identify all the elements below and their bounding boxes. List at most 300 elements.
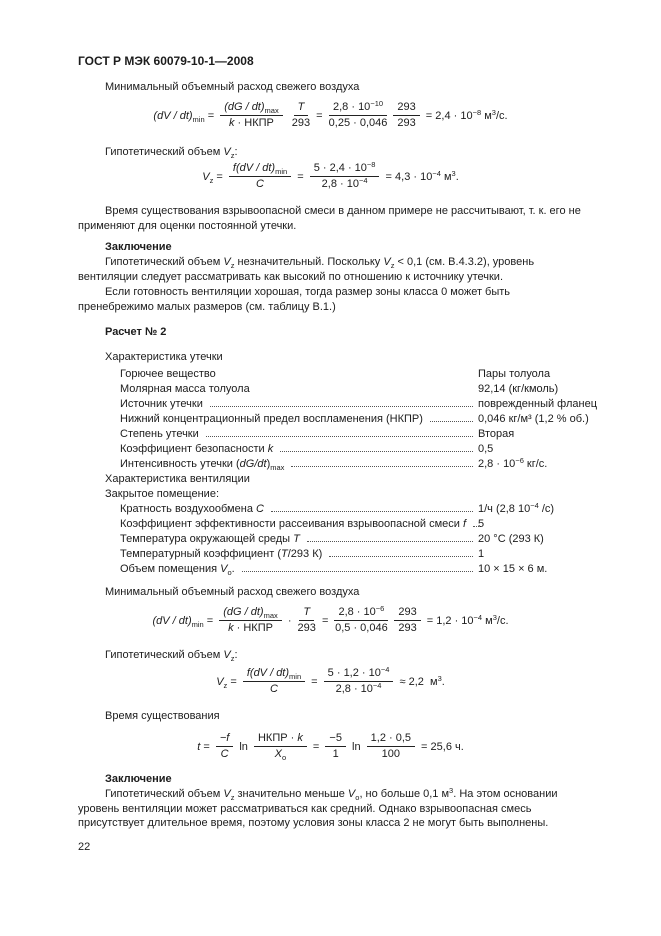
text-segment: Гипотетический объем: [105, 146, 224, 158]
formula-text: [396, 673, 445, 688]
text-segment: 5 · 2,4 · 10: [313, 162, 367, 174]
item-label-area: [120, 517, 478, 532]
dot-leader: [271, 511, 473, 512]
fraction: [334, 606, 388, 635]
text-segment: −8: [472, 107, 482, 117]
text-segment: f: [232, 162, 236, 174]
item-value: [478, 457, 583, 472]
text-segment: =: [204, 109, 218, 122]
text-segment: кг/с.: [523, 458, 548, 470]
list-item: [120, 517, 583, 532]
text-segment: max: [263, 611, 278, 620]
formula-text: [294, 171, 307, 183]
text-segment: . На этом основании уровень вентиляции может рассматриваться как средний. Однако взрывоопасная смесь присутствует длительное время, поэтому условия зоны класса 2 не могут быть выполнены.: [78, 788, 558, 829]
para-conclusion-1b: Если готовность вентиляции хорошая, тогда размер зоны класса 0 может быть пренебрежимо малых размеров (см. таблицу В.1.): [78, 286, 511, 313]
text-segment: 293: [291, 117, 311, 129]
text-segment: 2,8 · 10: [333, 101, 371, 113]
para-conclusion-1a: [78, 255, 583, 285]
list-item: [120, 397, 598, 412]
text-segment: −5: [329, 732, 342, 744]
fraction-denominator: [329, 116, 388, 130]
text-segment: [286, 110, 289, 122]
text-segment: X: [274, 748, 282, 760]
fraction-numerator: [325, 732, 346, 747]
heading-closed-room: Закрытое помещение:: [105, 488, 219, 500]
text-segment: =: [308, 675, 321, 688]
item-label: [120, 442, 273, 457]
list-item: [120, 457, 583, 472]
text-segment: = 4,3 · 10: [382, 170, 433, 183]
text-segment: =: [203, 614, 217, 627]
text-segment: Температура окружающей среды: [120, 533, 294, 545]
fraction-denominator: [336, 682, 382, 696]
text-segment: =: [294, 170, 307, 183]
fraction-numerator: [216, 732, 233, 747]
text-segment: z: [390, 261, 395, 270]
text-segment: min: [191, 619, 204, 629]
formula-min-airflow-2: [78, 606, 583, 638]
text-segment: Нижний концентрационный предел воспламенения (НКПР): [120, 413, 423, 425]
item-value: [478, 532, 583, 547]
text-segment: о: [355, 793, 360, 802]
text-segment: −4: [530, 501, 539, 510]
leak-characteristics-list: [120, 367, 598, 472]
para-conclusion-2: [78, 787, 583, 831]
formula-min-airflow-1: [78, 101, 583, 133]
text-segment: V: [383, 256, 391, 268]
text-segment: (dG / dt): [224, 101, 265, 113]
fraction-denominator: [382, 747, 400, 761]
text-segment: V: [223, 788, 231, 800]
formula-text: [286, 110, 289, 122]
text-segment: 92,14 (кг/кмоль): [478, 383, 559, 395]
formula-text: [308, 676, 321, 688]
fraction-denominator: [221, 747, 229, 761]
item-label-area: [120, 562, 478, 577]
fraction-numerator: [334, 606, 388, 621]
list-item: [120, 367, 583, 382]
item-label: [120, 517, 466, 532]
text-segment: T: [293, 533, 300, 545]
fraction: [216, 732, 233, 761]
fraction: [329, 101, 388, 130]
para-min-airflow-intro-1: Минимальный объемный расход свежего воздуха: [105, 81, 360, 93]
text-segment: 2,8 · 10: [335, 683, 373, 695]
fraction-numerator: [299, 606, 314, 621]
fraction-numerator: [220, 101, 283, 116]
item-label: [120, 562, 235, 577]
item-label: [120, 367, 216, 382]
text-segment: 1,2 · 0,5: [370, 732, 411, 744]
text-segment: 5 · 1,2 · 10: [327, 667, 381, 679]
text-segment: Температурный коэффициент (: [120, 548, 281, 560]
ventilation-characteristics-list: [120, 502, 583, 577]
fraction-denominator: [292, 116, 310, 130]
text-segment: −6: [375, 604, 385, 613]
text-segment: Коэффициент эффективности рассеивания взрывоопасной смеси: [120, 518, 463, 530]
fraction: [367, 732, 415, 761]
text-segment: z: [230, 261, 235, 270]
fraction-numerator: [219, 606, 282, 621]
fraction-denominator: [270, 682, 278, 696]
text-segment: =: [318, 614, 332, 627]
text-segment: м: [440, 170, 452, 183]
text-segment: Гипотетический объем: [105, 649, 224, 661]
text-segment: 293: [297, 622, 316, 634]
heading-conclusion-2: Заключение: [105, 773, 172, 785]
fraction-numerator: [243, 667, 305, 682]
fraction: [220, 101, 283, 130]
text-segment: Кратность воздухообмена: [120, 503, 256, 515]
text-segment: f: [246, 667, 250, 679]
fraction: [229, 162, 291, 191]
text-segment: V: [202, 170, 210, 183]
item-label-area: [120, 547, 478, 562]
text-segment: = 25,6 ч.: [418, 740, 464, 753]
text-segment: 1/ч (2,8 10: [478, 503, 531, 515]
text-segment: 3: [491, 107, 496, 117]
fraction-denominator: [397, 116, 415, 130]
text-segment: поврежденный фланец: [478, 398, 598, 410]
text-segment: м: [481, 109, 492, 122]
item-label: [120, 427, 199, 442]
fraction-denominator: [335, 621, 388, 635]
item-value: [478, 517, 583, 532]
dot-leader: [307, 541, 473, 542]
text-segment: м: [482, 614, 493, 627]
fraction-numerator: [367, 732, 415, 747]
item-label: [120, 412, 423, 427]
item-value: [478, 397, 597, 412]
item-label-area: [120, 397, 478, 412]
item-label-area: [120, 427, 478, 442]
text-segment: /293 К): [287, 548, 323, 560]
text-segment: (dV / dt): [152, 614, 192, 627]
item-value: [478, 412, 589, 427]
item-value: [478, 427, 583, 442]
list-item: [120, 562, 583, 577]
text-segment: Вторая: [478, 428, 515, 440]
text-segment: Степень утечки: [120, 428, 199, 440]
text-segment: :: [234, 146, 238, 158]
item-value: [478, 442, 583, 457]
heading-leak-characteristics: Характеристика утечки: [105, 351, 223, 363]
text-segment: ≈ 2,2 м: [396, 675, 438, 688]
fraction-denominator: [322, 177, 368, 191]
formula-text: [423, 612, 509, 627]
text-segment: V: [216, 675, 224, 688]
text-segment: Гипотетический объем: [105, 788, 224, 800]
page-number: 22: [78, 840, 91, 853]
item-label-area: [120, 367, 478, 382]
dot-leader: [329, 556, 473, 557]
text-segment: 5: [478, 518, 485, 530]
fraction-numerator: [393, 101, 419, 116]
item-value: [478, 382, 583, 397]
text-segment: T: [297, 101, 305, 113]
formula-text: [319, 615, 332, 627]
fraction: [393, 101, 419, 130]
text-segment: ln: [348, 740, 364, 753]
formula-text: [285, 615, 295, 627]
text-segment: V: [223, 256, 231, 268]
text-segment: Интенсивность утечки (: [120, 458, 240, 470]
dot-leader: [206, 436, 473, 437]
fraction-denominator: [229, 116, 274, 130]
formula-text: [310, 741, 323, 753]
text-segment: −8: [366, 160, 376, 169]
formula-text: [236, 741, 251, 753]
text-segment: t: [197, 740, 201, 753]
text-segment: z: [223, 680, 228, 690]
dot-leader: [210, 406, 473, 407]
formula-text: [202, 171, 226, 183]
text-segment: 1: [478, 548, 485, 560]
text-segment: 2,8 · 10: [338, 606, 376, 618]
dot-leader: [280, 451, 473, 452]
text-segment: 0,046 кг/м³ (1,2 % об.): [478, 413, 589, 425]
formula-text: [152, 615, 216, 627]
text-segment: ·: [284, 614, 295, 627]
text-segment: V: [220, 563, 228, 575]
text-segment: Горючее вещество: [120, 368, 216, 380]
text-segment: −4: [372, 681, 382, 690]
text-segment: −4: [473, 612, 483, 622]
text-segment: о: [282, 753, 287, 762]
fraction: [324, 667, 394, 696]
fraction-numerator: [310, 162, 380, 177]
text-segment: 0,25 · 0,046: [328, 117, 388, 129]
fraction-denominator: [333, 747, 339, 761]
item-label-area: [120, 502, 478, 517]
formula-text: [349, 741, 364, 753]
text-segment: T: [303, 606, 311, 618]
list-item: [120, 412, 589, 427]
text-segment: Молярная масса толуола: [120, 383, 250, 395]
text-segment: C: [256, 178, 264, 190]
fraction: [219, 606, 282, 635]
text-segment: = 1,2 · 10: [423, 614, 474, 627]
text-segment: ): [266, 458, 271, 470]
text-segment: 2,8 · 10: [321, 178, 359, 190]
heading-calculation-2: Расчет № 2: [105, 326, 167, 338]
text-segment: k: [229, 117, 235, 129]
fraction: [254, 732, 307, 761]
fraction: [325, 732, 346, 761]
text-segment: k: [267, 443, 274, 455]
text-segment: k: [297, 732, 303, 744]
fraction-numerator: [329, 101, 387, 116]
text-segment: −6: [515, 456, 524, 465]
fraction: [394, 606, 420, 635]
text-segment: незначительный. Поскольку: [234, 256, 384, 268]
item-label-area: [120, 382, 478, 397]
text-segment: −4: [380, 665, 390, 674]
text-segment: /с.: [496, 614, 509, 627]
text-segment: значительно меньше: [234, 788, 348, 800]
text-segment: 0,5 · 0,046: [335, 622, 388, 634]
para-hypothetical-volume-label-2: [78, 648, 583, 663]
text-segment: min: [275, 167, 288, 176]
text-segment: 100: [381, 748, 400, 760]
text-segment: =: [309, 740, 323, 753]
heading-conclusion-1: Заключение: [105, 241, 172, 253]
text-segment: k: [228, 622, 234, 634]
list-item: [120, 382, 583, 397]
para-existence-time-note: Время существования взрывоопасной смеси в данном примере не рассчитывают, т. к. его не применяют для оценки постоянной утечки.: [78, 205, 581, 232]
item-label-area: [120, 457, 478, 472]
text-segment: Источник утечки: [120, 398, 203, 410]
text-segment: Коэффициент безопасности: [120, 443, 268, 455]
list-item: [120, 442, 583, 457]
text-segment: .: [441, 675, 445, 688]
item-label-area: [120, 442, 478, 457]
text-segment: 2,8 · 10: [478, 458, 516, 470]
text-segment: (dG / dt): [223, 606, 264, 618]
dot-leader: [291, 466, 473, 467]
doc-number-header: ГОСТ Р МЭК 60079-10-1—2008: [78, 54, 254, 68]
text-segment: =: [227, 675, 240, 688]
text-segment: −10: [370, 99, 384, 108]
fraction-denominator: [228, 621, 273, 635]
formula-text: [382, 168, 459, 183]
text-segment: z: [230, 654, 235, 663]
formula-text: [313, 110, 326, 122]
formula-text: [422, 107, 508, 122]
text-segment: min: [289, 672, 302, 681]
heading-ventilation-characteristics: Характеристика вентиляции: [105, 473, 250, 485]
text-segment: =: [313, 109, 326, 122]
text-segment: , но больше 0,1 м: [359, 788, 450, 800]
text-segment: 3: [449, 786, 454, 795]
text-segment: < 0,1 (см. В.4.3.2), уровень вентиляции следует рассматривать как высокий по отношению к источнику утечки.: [78, 256, 535, 283]
fraction-numerator: [294, 101, 309, 116]
text-segment: /с): [538, 503, 555, 515]
fraction-numerator: [394, 606, 420, 621]
item-label: [120, 397, 203, 412]
text-segment: (dV / dt): [249, 667, 290, 679]
item-value: [478, 502, 583, 517]
para-existence-time-label: Время существования: [105, 710, 220, 722]
text-segment: −4: [432, 168, 441, 178]
text-segment: C: [220, 748, 229, 760]
item-label: [120, 532, 300, 547]
text-segment: 293: [397, 101, 416, 113]
text-segment: =: [213, 170, 226, 183]
para-min-airflow-intro-2: Минимальный объемный расход свежего воздуха: [105, 586, 360, 598]
item-label: [120, 547, 322, 562]
text-segment: 293: [397, 117, 416, 129]
formula-text: [153, 110, 217, 122]
text-segment: max: [264, 106, 279, 115]
text-segment: Гипотетический объем: [105, 256, 224, 268]
text-segment: −4: [358, 176, 368, 185]
fraction: [292, 101, 310, 130]
fraction-denominator: [275, 747, 287, 761]
fraction-numerator: [229, 162, 291, 177]
item-label: [120, 382, 250, 397]
fraction-denominator: [398, 621, 416, 635]
fraction-numerator: [254, 732, 307, 747]
text-segment: 293: [398, 622, 417, 634]
text-segment: · НКПР: [234, 117, 274, 129]
text-segment: V: [223, 146, 231, 158]
text-segment: (dV / dt): [153, 109, 193, 122]
text-segment: 3: [492, 612, 497, 622]
item-value: [478, 562, 583, 577]
text-segment: max: [270, 463, 285, 472]
text-segment: (dV / dt): [235, 162, 276, 174]
text-segment: .: [231, 563, 235, 575]
dot-leader: [430, 421, 473, 422]
text-segment: /с.: [495, 109, 508, 122]
text-segment: min: [192, 114, 205, 124]
text-segment: −f: [219, 732, 230, 744]
formula-text: [418, 741, 464, 753]
text-segment: V: [347, 788, 356, 800]
text-segment: z: [230, 793, 235, 802]
text-segment: T: [281, 548, 288, 560]
fraction: [298, 606, 316, 635]
text-segment: :: [234, 649, 238, 661]
text-segment: 1: [332, 748, 339, 760]
item-label: [120, 502, 264, 517]
item-value: [478, 367, 583, 382]
formula-text: [216, 676, 240, 688]
fraction: [310, 162, 380, 191]
fraction-denominator: [256, 177, 264, 191]
text-segment: C: [270, 683, 278, 695]
fraction: [243, 667, 305, 696]
text-segment: 20 °С (293 К): [478, 533, 544, 545]
text-segment: C: [256, 503, 264, 515]
text-segment: 293: [398, 606, 417, 618]
list-item: [120, 502, 583, 517]
text-segment: 10 × 15 × 6 м.: [478, 563, 548, 575]
item-label-area: [120, 532, 478, 547]
list-item: [120, 532, 583, 547]
fraction-denominator: [298, 621, 316, 635]
text-segment: z: [230, 151, 235, 160]
text-segment: = 2,4 · 10: [422, 109, 473, 122]
text-segment: · НКПР: [233, 622, 273, 634]
text-segment: 3: [451, 168, 456, 178]
text-segment: 0,5: [478, 443, 494, 455]
text-segment: f: [463, 518, 467, 530]
list-item: [120, 547, 583, 562]
dot-leader: [242, 571, 473, 572]
formula-text: [197, 741, 213, 753]
text-segment: 3: [437, 673, 442, 683]
text-segment: Объем помещения: [120, 563, 221, 575]
formula-hypothetical-volume-1: [78, 162, 583, 194]
formula-existence-time: [78, 732, 583, 764]
fraction-numerator: [324, 667, 394, 682]
text-segment: НКПР ·: [257, 732, 298, 744]
item-label-area: [120, 412, 478, 427]
text-segment: о: [227, 568, 232, 577]
text-segment: .: [455, 170, 459, 183]
formula-hypothetical-volume-2: [78, 667, 583, 699]
list-item: [120, 427, 583, 442]
text-segment: z: [209, 175, 214, 185]
text-segment: Пары толуола: [478, 368, 551, 380]
text-segment: =: [200, 740, 213, 753]
text-segment: dG/dt: [239, 458, 267, 470]
item-label: [120, 457, 284, 472]
text-segment: V: [223, 649, 231, 661]
para-hypothetical-volume-label-1: [78, 145, 583, 160]
